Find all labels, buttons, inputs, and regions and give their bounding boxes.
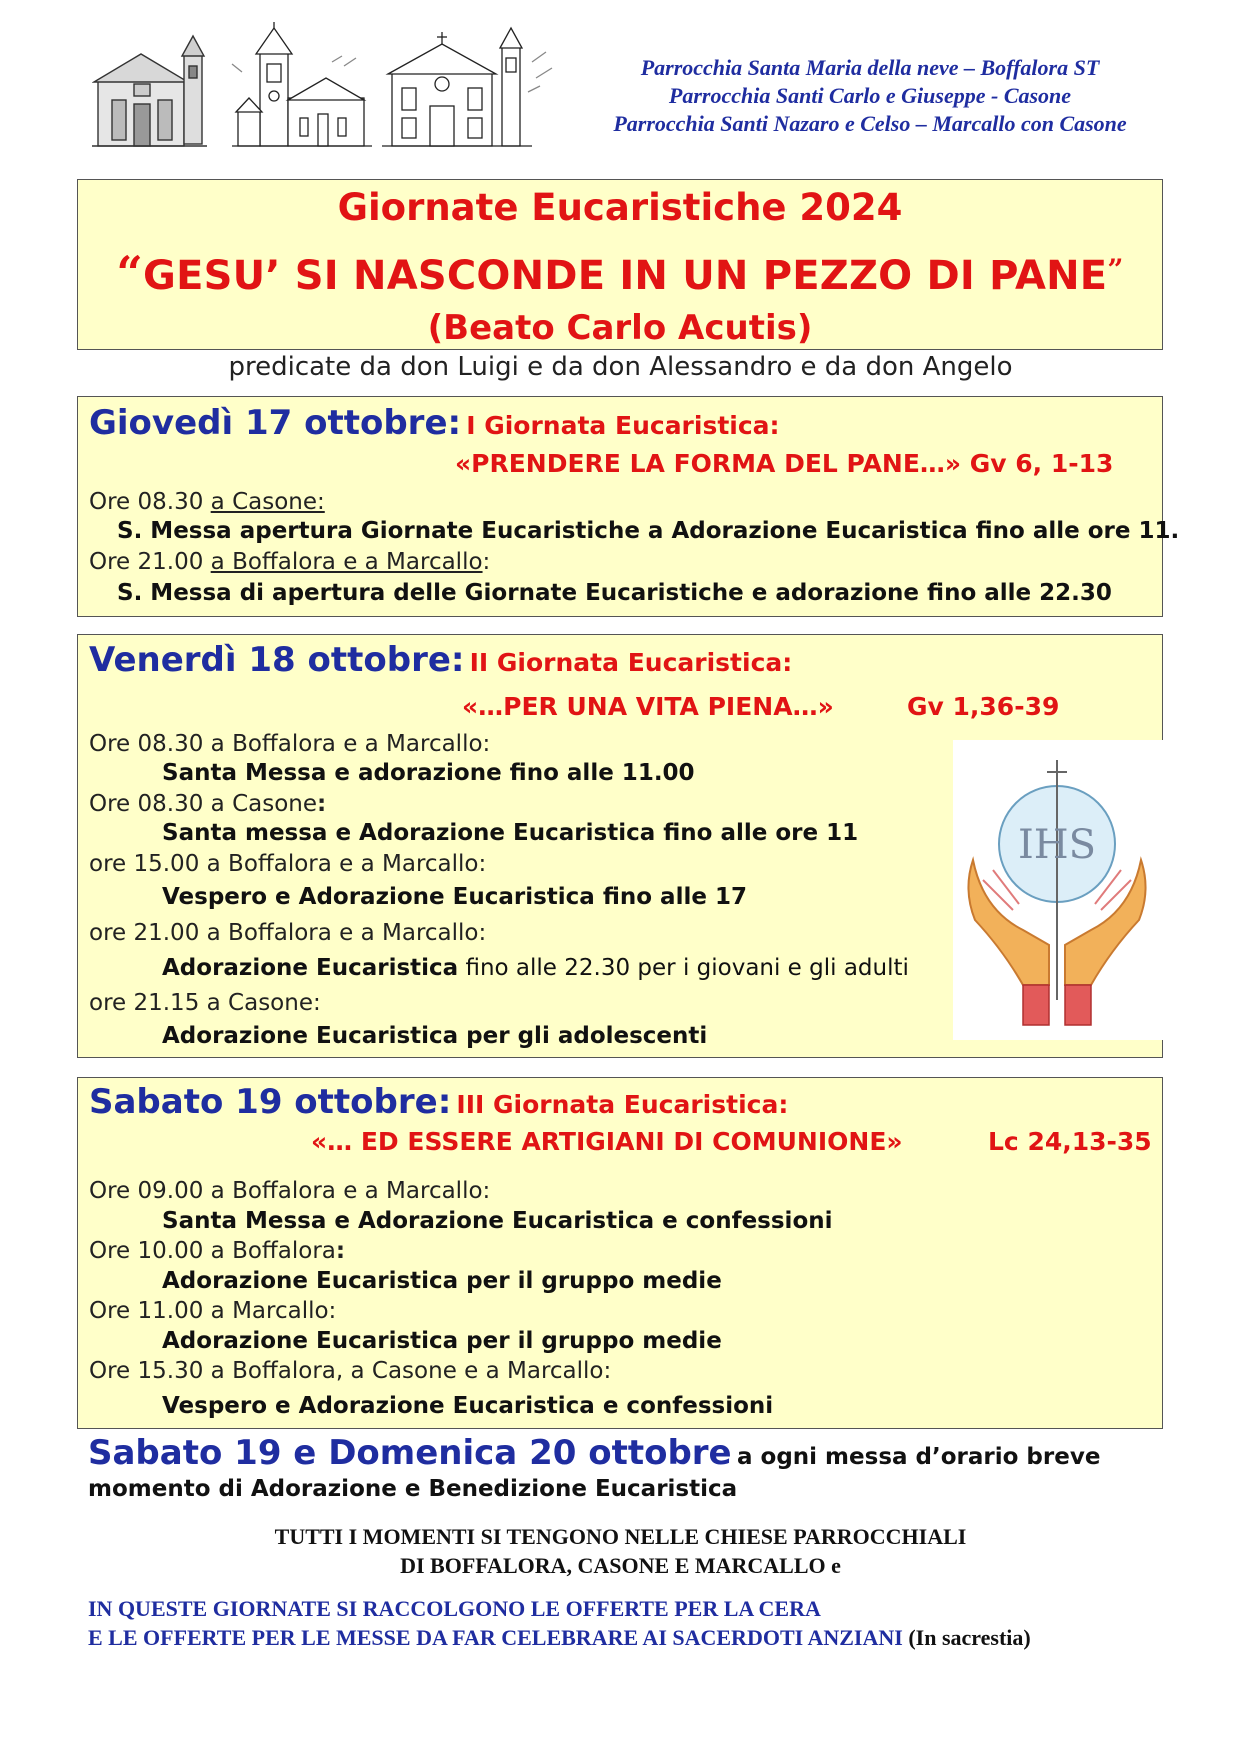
event-activity: Vespero e Adorazione Eucaristica e confessioni [162, 1393, 774, 1419]
svg-text:IHS: IHS [1017, 822, 1097, 868]
giornata-title: I Giornata Eucaristica: [466, 411, 780, 440]
ihs-hands-host-icon [953, 740, 1171, 1040]
weekend-description: momento di Adorazione e Benedizione Eucaristica [88, 1476, 738, 1502]
day-box-giovedi [77, 396, 1180, 617]
parish-marcallo: Parrocchia Santi Nazaro e Celso – Marcallo con Casone [613, 111, 1127, 136]
event-time: Ore 10.00 a Boffalora: [89, 1238, 346, 1264]
church-marcallo-icon [382, 28, 552, 146]
event-activity: Vespero e Adorazione Eucaristica fino alle 17 [162, 884, 747, 910]
open-quote: “ [116, 246, 144, 300]
event-activity: Santa Messa e Adorazione Eucaristica e confessioni [162, 1208, 833, 1234]
giornata-theme: «PRENDERE LA FORMA DEL PANE…» Gv 6, 1-13 [455, 449, 1114, 478]
giornata-reference: Gv 1,36-39 [907, 692, 1060, 721]
offerings-notice: IN QUESTE GIORNATE SI RACCOLGONO LE OFFERTE PER LA CERA E LE OFFERTE PER LE MESSE DA FAR CELEBRARE AI SACERDOTI ANZIANI (In sacrestia) [88, 1596, 1031, 1650]
event-activity: S. Messa di apertura delle Giornate Eucaristiche e adorazione fino alle 22.30 [117, 580, 1112, 606]
event-title: Giornate Eucaristiche 2024 [337, 186, 903, 229]
event-time: Ore 15.30 a Boffalora, a Casone e a Marcallo: [89, 1358, 612, 1384]
event-time: ore 21.15 a Casone: [89, 990, 321, 1016]
parish-list [560, 54, 1180, 138]
event-time: Ore 08.30 a Casone: [89, 791, 327, 817]
day-box-sabato [77, 1077, 1163, 1429]
event-activity: Santa Messa e adorazione fino alle 11.00 [162, 760, 695, 786]
weekend-note: a ogni messa d’orario breve [737, 1444, 1101, 1470]
event-activity: Adorazione Eucaristica per il gruppo medie [162, 1268, 722, 1294]
church-drawings [92, 22, 562, 152]
event-author: (Beato Carlo Acutis) [427, 308, 813, 348]
event-time: Ore 09.00 a Boffalora e a Marcallo: [89, 1178, 491, 1204]
giornata-title: II Giornata Eucaristica: [469, 648, 793, 677]
close-quote: ” [1107, 253, 1124, 286]
event-time: Ore 21.00 a Boffalora e a Marcallo: [89, 549, 491, 575]
preachers-line: predicate da don Luigi e da don Alessandro e da don Angelo [228, 352, 1013, 382]
event-time: ore 15.00 a Boffalora e a Marcallo: [89, 851, 487, 877]
event-time: Ore 08.30 a Casone: [89, 489, 325, 515]
parish-casone: Parrocchia Santi Carlo e Giuseppe - Casone [668, 83, 1072, 108]
event-time: Ore 11.00 a Marcallo: [89, 1298, 337, 1324]
parish-boffalora: Parrocchia Santa Maria della neve – Boffalora ST [640, 55, 1100, 80]
motto-text: GESU’ SI NASCONDE IN UN PEZZO DI PANE [143, 253, 1108, 299]
event-time: ore 21.00 a Boffalora e a Marcallo: [89, 920, 487, 946]
day-heading: Sabato 19 ottobre: [89, 1082, 452, 1122]
event-motto [78, 246, 1162, 300]
location-notice: TUTTI I MOMENTI SI TENGONO NELLE CHIESE PARROCCHIALI DI BOFFALORA, CASONE E MARCALLO e [274, 1524, 967, 1578]
event-activity: Adorazione Eucaristica per gli adolescenti [162, 1023, 708, 1049]
day-heading: Venerdì 18 ottobre: [89, 640, 465, 680]
giornata-theme: «… ED ESSERE ARTIGIANI DI COMUNIONE» [311, 1127, 903, 1156]
event-time: Ore 08.30 a Boffalora e a Marcallo: [89, 731, 491, 757]
giornata-reference: Lc 24,13-35 [988, 1127, 1152, 1156]
event-activity: Adorazione Eucaristica per il gruppo medie [162, 1328, 722, 1354]
church-casone-icon [232, 22, 372, 146]
giornata-theme: «…PER UNA VITA PIENA…» [462, 692, 834, 721]
title-box [77, 179, 1163, 350]
event-activity: Santa messa e Adorazione Eucaristica fino alle ore 11 [162, 820, 859, 846]
church-boffalora-icon [92, 36, 207, 146]
event-activity: Adorazione Eucaristica fino alle 22.30 per i giovani e gli adulti [162, 955, 909, 981]
day-heading: Giovedì 17 ottobre: [89, 403, 462, 443]
giornata-title: III Giornata Eucaristica: [456, 1090, 789, 1119]
weekend-heading: Sabato 19 e Domenica 20 ottobre [88, 1433, 732, 1473]
event-activity: S. Messa apertura Giornate Eucaristiche a Adorazione Eucaristica fino alle ore 11. [117, 518, 1180, 544]
